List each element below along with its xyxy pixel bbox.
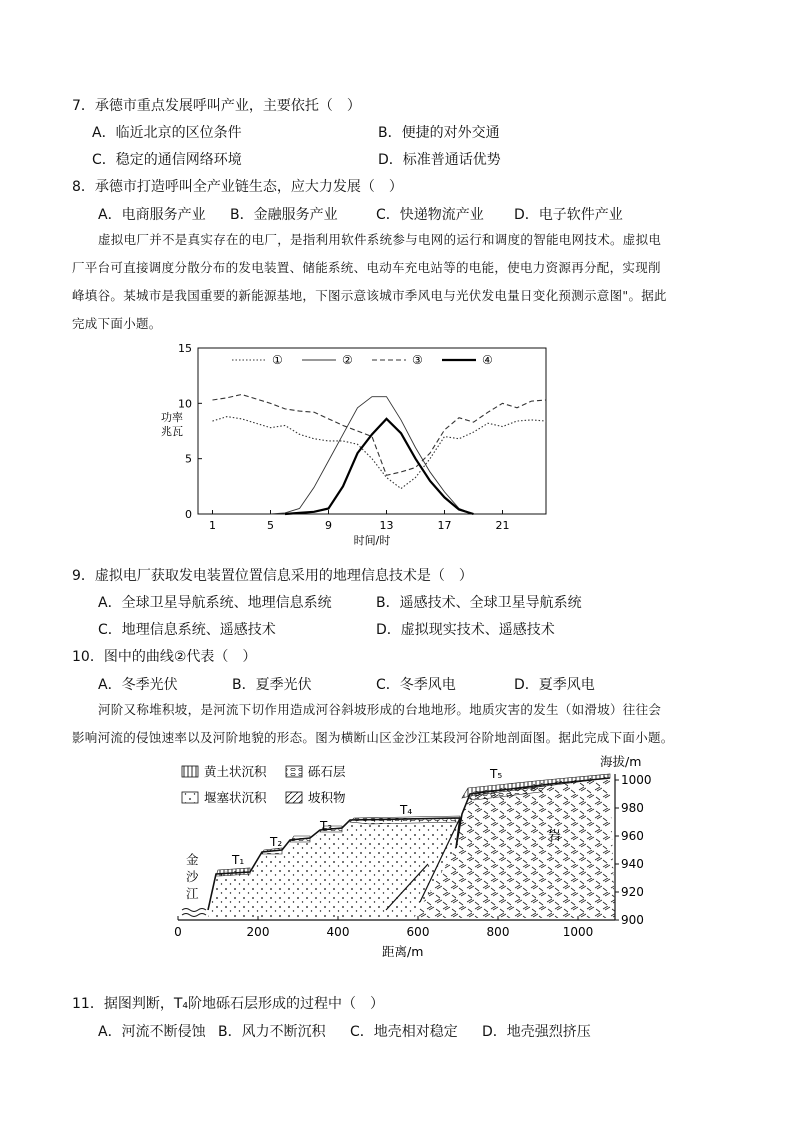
y-axis-label: 兆瓦	[161, 425, 183, 438]
q8-option-a[interactable]: A．电商服务产业	[98, 207, 206, 223]
terrace-x-tick-label: 0	[174, 925, 182, 939]
q7-option-c[interactable]: C．稳定的通信网络环境	[92, 152, 242, 168]
x-tick-label: 1	[209, 519, 216, 532]
terrace-x-tick-label: 600	[406, 925, 430, 939]
q7-option-a[interactable]: A．临近北京的区位条件	[92, 125, 242, 141]
river-label-1: 金	[186, 852, 199, 867]
y-tick-label: 10	[178, 397, 192, 411]
passage1-line: 虚拟电厂并不是真实存在的电厂，是指利用软件系统参与电网的运行和调度的智能电网技术。虚拟电	[98, 232, 662, 247]
passage-virtual-power-plant	[72, 226, 722, 338]
q11-stem: 11．据图判断，T₄阶地砾石层形成的过程中（ ）	[72, 996, 384, 1012]
passage1-line: 完成下面小题。	[72, 316, 162, 331]
x-axis-label: 时间/时	[353, 534, 391, 547]
river-label-2: 沙	[186, 869, 199, 884]
terrace-x-tick-label: 800	[486, 925, 510, 939]
q8-stem: 8．承德市打造呼叫全产业链生态，应大力发展（ ）	[72, 179, 403, 195]
terrace-x-tick-label: 1000	[562, 925, 594, 939]
q10-option-c[interactable]: C．冬季风电	[376, 677, 456, 693]
x-tick-label: 13	[379, 519, 394, 532]
q11-option-c[interactable]: C．地壳相对稳定	[350, 1024, 458, 1040]
x-tick-label: 5	[267, 519, 274, 532]
q11-option-b[interactable]: B．风力不断沉积	[218, 1024, 326, 1040]
rock-label: 岩	[548, 829, 562, 844]
legend-swatch-colluvium	[286, 792, 302, 803]
terrace-label-t2: T₂	[270, 835, 283, 849]
q10-option-d[interactable]: D．夏季风电	[514, 677, 595, 693]
passage1-line: 厂平台可直接调度分散分布的发电装置、储能系统、电动车充电站等的电能，使电力资源再分配，实现削	[72, 260, 661, 275]
terrace-label-t3: T₃	[320, 819, 333, 833]
x-axis-title: 距离/m	[382, 944, 424, 959]
river-water-icon	[182, 909, 206, 917]
legend-label-2: ②	[342, 353, 353, 367]
q10-stem: 10．图中的曲线②代表（ ）	[72, 649, 257, 665]
q9-option-d[interactable]: D．虚拟现实技术、遥感技术	[376, 622, 555, 638]
passage2-line: 影响河流的侵蚀速率以及河阶地貌的形态。图为横断山区金沙江某段河谷阶地剖面图。据此完成下面小题。	[72, 730, 674, 745]
y-axis-title: 海拔/m	[600, 754, 642, 769]
terrace-y-tick-label: 980	[621, 801, 644, 815]
legend-gravel: 砾石层	[308, 764, 346, 779]
terrace-cross-section-figure	[170, 752, 660, 960]
legend-loess: 黄土状沉积	[204, 764, 267, 779]
passage1-line: 峰填谷。某城市是我国重要的新能源基地，下图示意该城市季风电与光伏发电量日变化预测示意图"。据此	[72, 288, 667, 303]
q8-option-b[interactable]: B．金融服务产业	[230, 207, 338, 223]
terrace-label-t1: T₁	[232, 853, 245, 867]
river-label-3: 江	[186, 886, 199, 901]
series-line-4	[285, 419, 474, 514]
power-chart	[160, 338, 560, 554]
q7-option-d[interactable]: D．标准普通话优势	[378, 152, 501, 168]
passage2-line: 河阶又称堆积坡，是河流下切作用造成河谷斜坡形成的台地地形。地质灾害的发生（如滑坡）往往会	[98, 702, 662, 717]
terrace-label-t5: T₅	[490, 767, 503, 781]
passage-river-terrace	[72, 696, 722, 752]
x-tick-label: 9	[325, 519, 332, 532]
q9-option-b[interactable]: B．遥感技术、全球卫星导航系统	[376, 595, 582, 611]
terrace-y-tick-label: 920	[621, 885, 644, 899]
q9-option-c[interactable]: C．地理信息系统、遥感技术	[98, 622, 276, 638]
y-axis-label: 功率	[161, 411, 183, 424]
terrace-y-tick-label: 1000	[621, 773, 652, 787]
terrace-y-tick-label: 960	[621, 829, 644, 843]
terrace-y-tick-label: 940	[621, 857, 644, 871]
terrace-label-t4: T₄	[400, 803, 413, 817]
y-tick-label: 0	[185, 508, 192, 521]
x-tick-label: 21	[495, 519, 510, 532]
q9-option-a[interactable]: A．全球卫星导航系统、地理信息系统	[98, 595, 332, 611]
q8-option-d[interactable]: D．电子软件产业	[514, 207, 623, 223]
q11-option-d[interactable]: D．地壳强烈挤压	[482, 1024, 591, 1040]
q10-option-a[interactable]: A．冬季光伏	[98, 677, 178, 693]
terrace-y-tick-label: 900	[621, 913, 644, 927]
legend-swatch-dammed	[182, 792, 198, 803]
legend-label-4: ④	[482, 353, 493, 367]
legend-swatch-gravel	[286, 766, 302, 777]
q9-stem: 9．虚拟电厂获取发电装置位置信息采用的地理信息技术是（ ）	[72, 568, 473, 584]
y-tick-label: 5	[185, 452, 192, 466]
terrace-x-tick-label: 400	[326, 925, 350, 939]
legend-dammed: 堰塞状沉积	[204, 790, 267, 805]
legend-colluvium: 坡积物	[308, 790, 346, 805]
terrace-x-tick-label: 200	[246, 925, 270, 939]
legend-label-3: ③	[412, 353, 423, 367]
terrace-legend	[182, 764, 346, 805]
x-tick-label: 17	[437, 519, 452, 532]
q10-option-b[interactable]: B．夏季光伏	[232, 677, 312, 693]
q7-option-b[interactable]: B．便捷的对外交通	[378, 125, 500, 141]
legend-label-1: ①	[272, 353, 283, 367]
series-line-3	[213, 394, 547, 475]
q8-option-c[interactable]: C．快递物流产业	[376, 207, 484, 223]
y-tick-label: 15	[178, 342, 192, 355]
q7-stem: 7．承德市重点发展呼叫产业，主要依托（ ）	[72, 98, 361, 114]
legend-swatch-loess	[182, 766, 198, 777]
q11-option-a[interactable]: A．河流不断侵蚀	[98, 1024, 206, 1040]
plot-frame	[198, 348, 546, 514]
